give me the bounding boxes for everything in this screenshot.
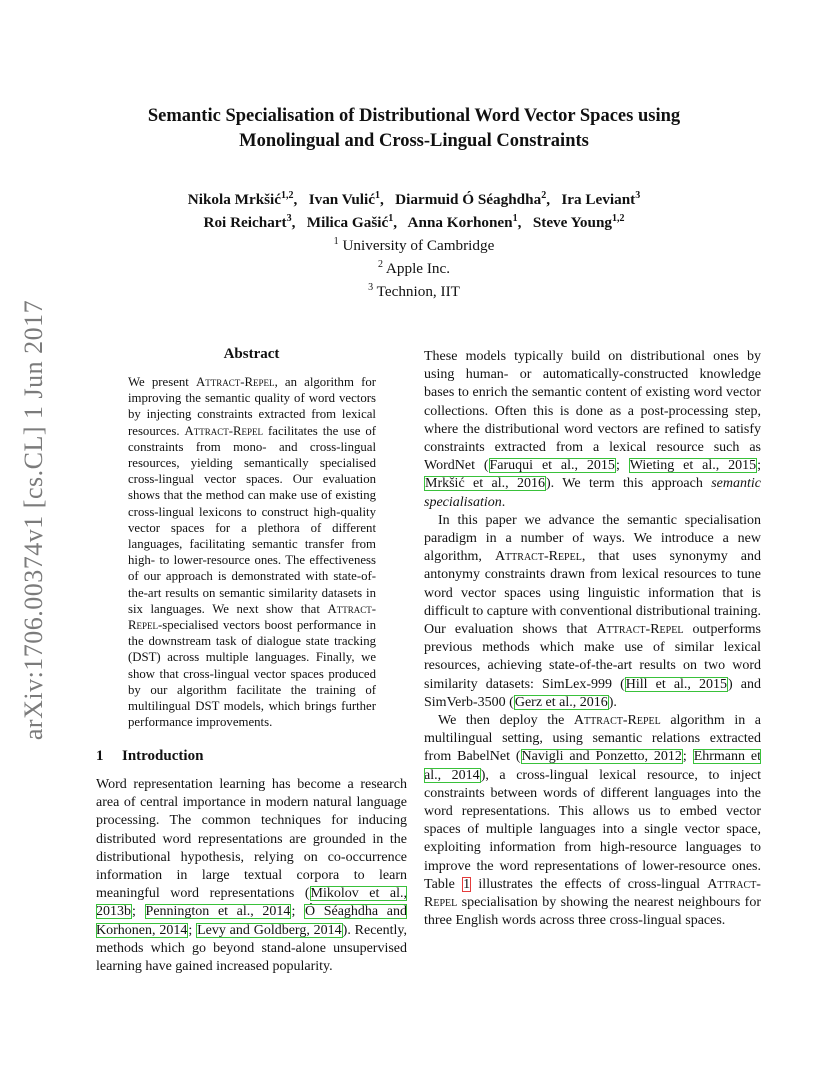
body-text: ). We term this approach <box>545 476 712 492</box>
paragraph-multilingual <box>424 712 761 930</box>
title-line-1: Semantic Specialisation of Distributional Word Vector Spaces using <box>147 106 681 126</box>
author-affiliation-sup: 2 <box>541 190 547 201</box>
citation-separator: ; <box>682 749 693 765</box>
author-name: Ivan Vulić <box>308 191 375 209</box>
author-affiliation-sup: 3 <box>286 213 292 225</box>
body-text: illustrates the effects of cross-lingual <box>471 876 708 892</box>
author-name: Milica Gašić <box>306 214 389 232</box>
affiliation-name: Apple Inc. <box>385 260 451 278</box>
section-title: Introduction <box>122 748 204 764</box>
citation-link[interactable]: Faruqui et al., 2015 <box>489 458 615 474</box>
citation-link[interactable]: Wieting et al., 2015 <box>629 458 757 474</box>
affiliation-1 <box>100 232 728 255</box>
section-number: 1 <box>96 748 104 764</box>
algorithm-name: Attract-Repel <box>424 876 761 911</box>
body-text: , that uses synonymy and antonymy constraints drawn from lexical resources to tune word vector spaces using linguistic information that is difficult to capture with conventional distributional training. Our evaluation shows that <box>424 549 762 638</box>
intro-text: ). Recently, methods which go beyond stand-alone unsupervised learning have gained increased popularity. <box>96 922 408 975</box>
algorithm-name: Attract-Repel <box>196 375 275 389</box>
body-text: These models typically build on distributional ones by using human- or automatically-constructed knowledge bases to enrich the semantic content of existing word vector collections. Often this is done as a post-processing step, where the distributional word vectors are refined to satisfy constraints extracted from a lexical resource such as WordNet ( <box>424 349 761 474</box>
author-name: Anna Korhonen <box>407 214 513 232</box>
citation-link[interactable]: Hill et al., 2015 <box>625 676 728 692</box>
author-block <box>100 186 728 301</box>
table-reference-link[interactable]: 1 <box>463 876 471 892</box>
body-text: In this paper we advance the semantic specialisation paradigm in a number of ways. We introduce a new algorithm, <box>424 512 761 565</box>
abstract-heading: Abstract <box>223 346 280 362</box>
arxiv-identifier-text: arXiv:1706.00374v1 [cs.CL] 1 Jun 2017 <box>19 299 48 741</box>
introduction-left-column <box>96 776 407 976</box>
title-line-2: Monolingual and Cross-Lingual Constraints <box>239 131 589 151</box>
author-affiliation-sup: 3 <box>635 190 641 201</box>
citation-link[interactable]: Navigli and Ponzetto, 2012 <box>521 749 682 765</box>
body-text: . <box>501 494 506 510</box>
citation-link[interactable]: Levy and Goldberg, 2014 <box>197 922 342 938</box>
citation-link[interactable]: Gerz et al., 2016 <box>514 694 608 710</box>
citation-link[interactable]: Mrkšić et al., 2016 <box>425 476 545 492</box>
abstract-text: facilitates the use of constraints from mono- and cross-lingual resources, yielding semantically specialised cross-lingual vector spaces. Our evaluation shows that the method can make use of existing cross-lingual lexicons to construct high-quality vector spaces for a plethora of different languages, facilitating semantic transfer from high- to lower-resource ones. The effectiveness of our approach is demonstrated with state-of-the-art results on semantic similarity datasets in six languages. We next show that <box>128 423 377 616</box>
citation-separator: ; <box>757 458 762 474</box>
affiliation-3 <box>100 278 728 301</box>
author-line-1: Nikola Mrkšić$^{1,2}$, Ivan Vulić$^1$, Diarmuid Ó Séaghdha$^2$, Ira Leviant$^3$ <box>187 190 641 209</box>
intro-text: Word representation learning has become a research area of central importance in modern natural language processing. The common techniques for inducing distributed word representations are grounded in the distributional hypothesis, relying on co-occurrence information in large textual corpora to learn meaningful word representations ( <box>96 777 407 902</box>
author-line-2: Roi Reichart$^3$, Milica Gašić$^1$, Anna Korhonen$^1$, Steve Young$^{1,2}$ <box>203 213 625 232</box>
affiliation-sup: 1 <box>333 236 339 248</box>
intro-paragraph <box>96 776 407 976</box>
author-affiliation-sup: 1 <box>374 190 380 201</box>
abstract-text: , an algorithm for improving the semantic quality of word vectors by injecting constraints extracted from lexical resources. <box>128 375 376 438</box>
affiliation-name: University of Cambridge <box>342 237 495 255</box>
citation-link[interactable]: Ehrmann et al., 2014 <box>424 749 761 783</box>
citation-separator: ; <box>291 904 304 920</box>
abstract-text: -specialised vectors boost performance in the downstream task of dialogue state tracking (DST) across multiple languages. Finally, we show that cross-lingual vector spaces produced by our algorithm facilitate the training of multilingual DST models, which brings further performance improvements. <box>128 618 376 730</box>
algorithm-name: Attract-Repel <box>494 549 582 565</box>
paper-title <box>100 104 728 154</box>
abstract-body <box>128 374 376 730</box>
abstract-text: We present <box>128 375 197 389</box>
body-text: ). <box>608 694 617 710</box>
section-heading-introduction <box>96 748 203 765</box>
author-affiliation-sup: 1,2 <box>612 213 625 225</box>
author-name: Diarmuid Ó Séaghdha <box>395 191 542 209</box>
algorithm-name: Attract-Repel <box>596 622 684 638</box>
body-text: outperforms previous methods which make use of similar lexical resources, achieving state-of-the-art results on two word similarity datasets: SimLex-999 ( <box>424 622 761 692</box>
affiliation-sup: 2 <box>377 259 383 271</box>
citation-separator: ; <box>132 904 145 920</box>
algorithm-name: Attract-Repel <box>573 713 661 729</box>
right-column <box>424 348 761 931</box>
author-affiliation-sup: 1,2 <box>281 190 294 201</box>
arxiv-identifier-sidebar <box>12 300 56 740</box>
emphasis-term: semantic specialisation <box>424 476 761 510</box>
affiliation-2 <box>100 255 728 278</box>
body-text: ) and SimVerb-3500 ( <box>424 676 761 710</box>
author-affiliation-sup: 1 <box>388 213 394 225</box>
affiliation-name: Technion, IIT <box>376 283 460 301</box>
citation-link[interactable]: Mikolov et al., 2013b <box>96 886 407 920</box>
citation-link[interactable]: Ó Séaghdha and Korhonen, 2014 <box>96 904 407 938</box>
body-text: We then deploy the <box>438 713 574 729</box>
algorithm-name: Attract-Repel <box>128 601 376 633</box>
author-name: Roi Reichart <box>203 214 287 232</box>
body-text: algorithm in a multilingual setting, using semantic relations extracted from BabelNet ( <box>424 713 761 765</box>
paragraph-contributions <box>424 512 761 712</box>
algorithm-name: Attract-Repel <box>184 423 264 438</box>
affiliation-sup: 3 <box>368 282 374 294</box>
body-text: ), a cross-lingual lexical resource, to inject constraints between words of different languages into the word representations. This allows us to embed vector spaces of multiple languages into a single vector space, exploiting information from high-resource languages to improve the word representations of lower-resource ones. Table <box>424 767 762 892</box>
paragraph-semantic-specialisation <box>424 348 761 512</box>
author-name: Nikola Mrkšić <box>187 191 282 209</box>
author-name: Steve Young <box>532 214 612 232</box>
body-text: specialisation by showing the nearest neighbours for three English words across three cross-lingual spaces. <box>424 895 761 929</box>
citation-separator: ; <box>615 458 629 474</box>
citation-separator: ; <box>188 922 197 938</box>
author-affiliation-sup: 1 <box>512 213 518 225</box>
citation-link[interactable]: Pennington et al., 2014 <box>145 904 291 920</box>
author-name: Ira Leviant <box>561 191 636 209</box>
